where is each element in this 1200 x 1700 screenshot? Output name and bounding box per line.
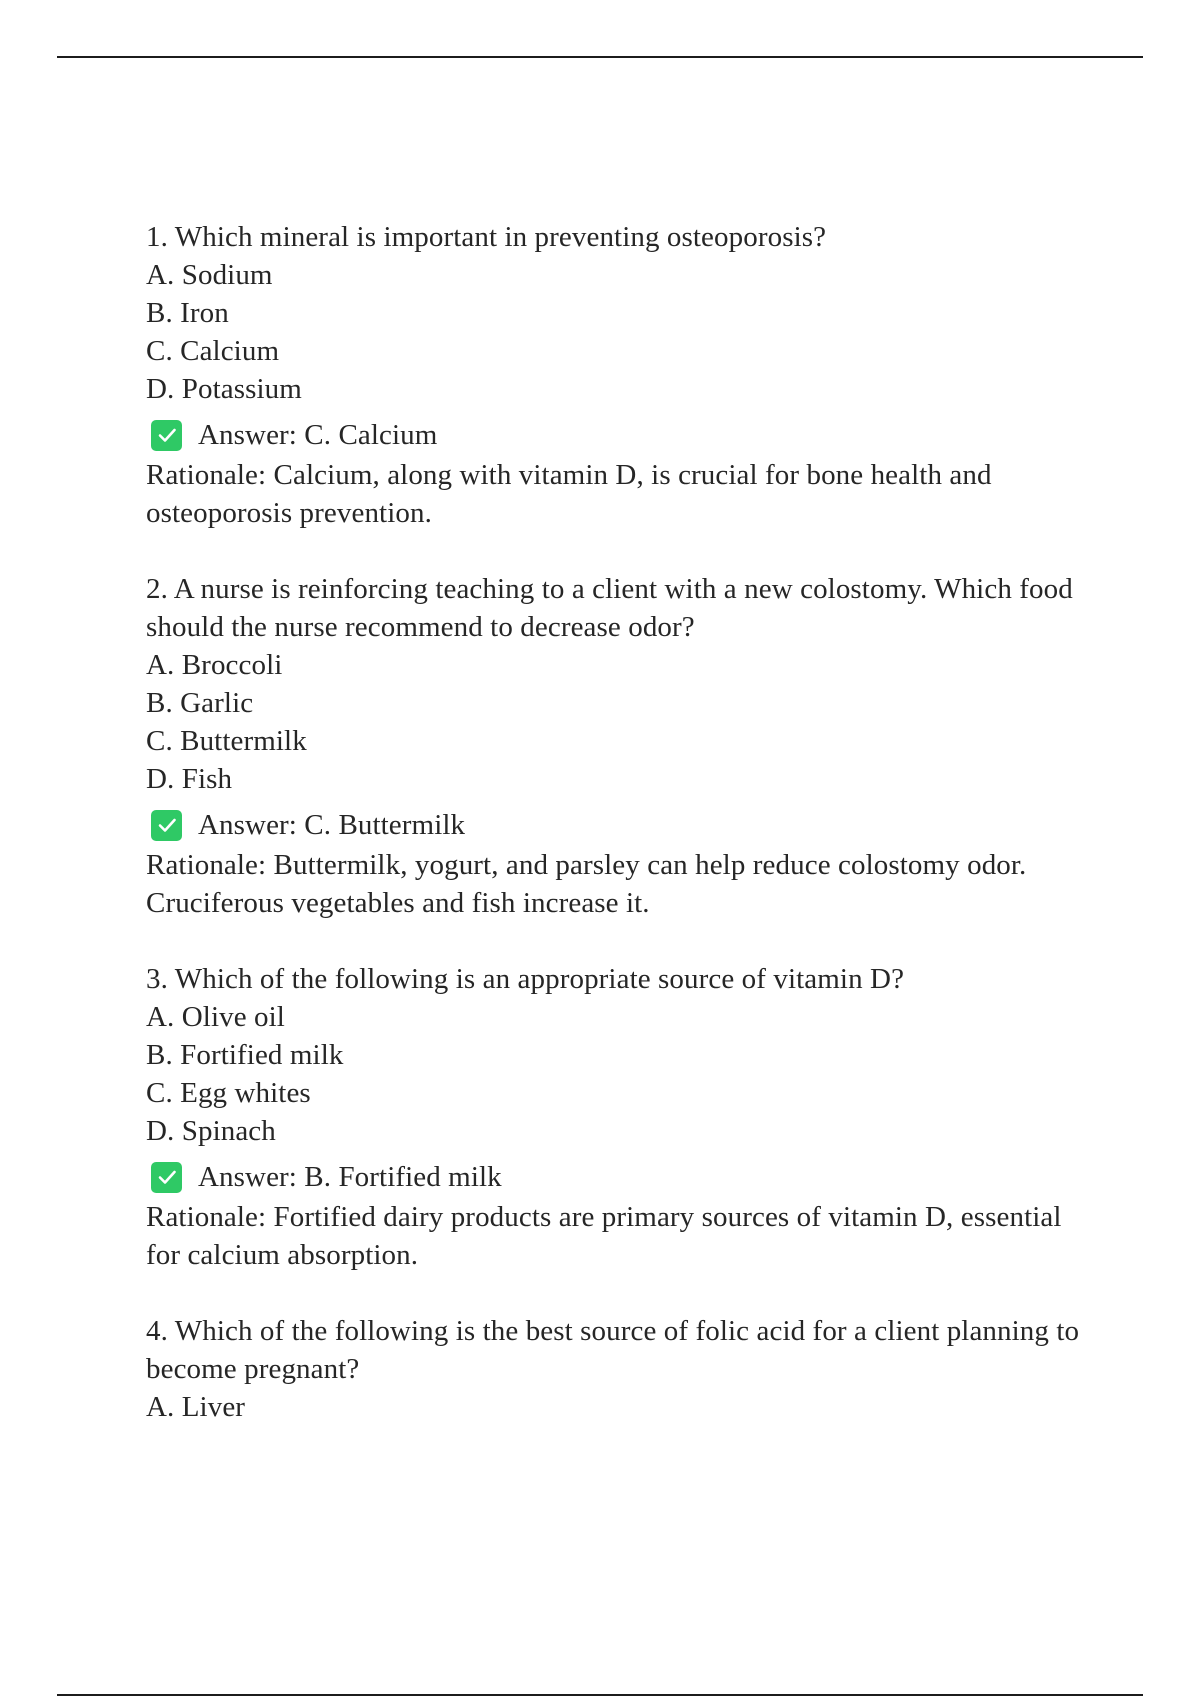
option-d: D. Spinach (146, 1115, 276, 1147)
option-a: A. Sodium (146, 259, 273, 291)
question-1 (146, 218, 1096, 532)
option-a: A. Liver (146, 1391, 246, 1423)
option-b: B. Iron (146, 297, 229, 329)
answer-text: Answer: C. Calcium (198, 419, 438, 451)
question-stem: 2. A nurse is reinforcing teaching to a client with a new colostomy. Which food should the nurse recommend to decrease odor? (146, 573, 1073, 643)
question-2 (146, 570, 1096, 922)
answer-row (146, 416, 1096, 454)
question-stem: 3. Which of the following is an appropriate source of vitamin D? (146, 963, 905, 995)
option-c: C. Calcium (146, 335, 280, 367)
option-d: D. Potassium (146, 373, 302, 405)
footer-rule (57, 1694, 1143, 1696)
answer-text: Answer: C. Buttermilk (198, 809, 466, 841)
option-list (146, 1388, 1096, 1426)
rationale-text: Rationale: Buttermilk, yogurt, and parsley can help reduce colostomy odor. Cruciferous vegetables and fish increase it. (146, 849, 1027, 919)
check-mark-icon (151, 420, 182, 451)
option-d: D. Fish (146, 763, 233, 795)
answer-row (146, 806, 1096, 844)
rationale-text: Rationale: Calcium, along with vitamin D, is crucial for bone health and osteoporosis prevention. (146, 459, 992, 529)
option-list (146, 646, 1096, 798)
option-b: B. Garlic (146, 687, 254, 719)
question-stem: 1. Which mineral is important in preventing osteoporosis? (146, 221, 827, 253)
option-c: C. Egg whites (146, 1077, 311, 1109)
header-rule (57, 56, 1143, 58)
option-list (146, 998, 1096, 1150)
option-list (146, 256, 1096, 408)
rationale-text: Rationale: Fortified dairy products are primary sources of vitamin D, essential for calcium absorption. (146, 1201, 1062, 1271)
answer-row (146, 1158, 1096, 1196)
option-c: C. Buttermilk (146, 725, 307, 757)
option-a: A. Olive oil (146, 1001, 285, 1033)
answer-text: Answer: B. Fortified milk (198, 1161, 502, 1193)
option-a: A. Broccoli (146, 649, 283, 681)
check-mark-icon (151, 1162, 182, 1193)
question-list (146, 218, 1096, 1464)
question-stem: 4. Which of the following is the best source of folic acid for a client planning to become pregnant? (146, 1315, 1080, 1385)
question-3 (146, 960, 1096, 1274)
option-b: B. Fortified milk (146, 1039, 344, 1071)
question-4 (146, 1312, 1096, 1426)
check-mark-icon (151, 810, 182, 841)
